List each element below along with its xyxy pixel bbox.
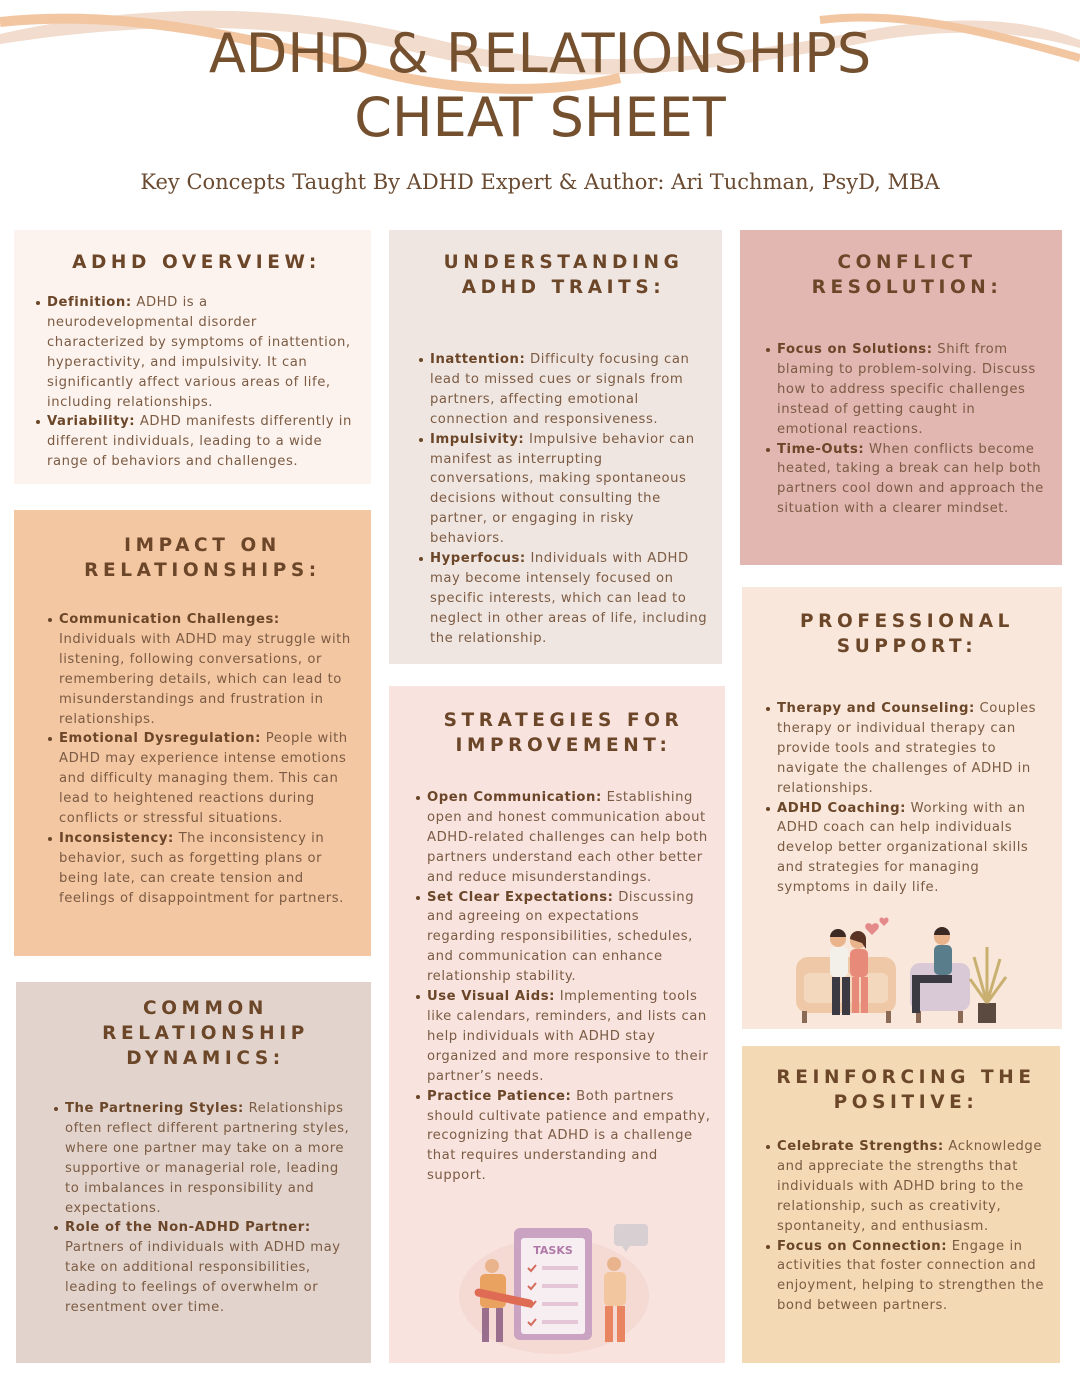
- list-item: [419, 430, 708, 549]
- card-title: ADHD OVERVIEW:: [72, 252, 321, 273]
- list-item: [766, 1137, 1046, 1237]
- list-item: [54, 1099, 357, 1218]
- list-item: [36, 412, 357, 472]
- couples-therapy-illustration: [792, 917, 1012, 1025]
- item-term: Therapy and Counseling:: [777, 701, 975, 716]
- item-text: Working with an ADHD coach can help individuals develop better organizational skills and strategies for managing symptoms in daily life.: [777, 800, 1029, 896]
- card-title-line-2: RESOLUTION:: [811, 277, 1003, 298]
- item-text: Partners of individuals with ADHD may take on additional responsibilities, leading to feelings of overwhelm or resentment over time.: [65, 1240, 341, 1316]
- card-strategies-for-improvement: [389, 686, 725, 1363]
- list-item: [419, 350, 708, 430]
- card-title-line-2: POSITIVE:: [833, 1092, 979, 1113]
- item-term: Focus on Solutions:: [777, 342, 933, 357]
- item-text: Implementing tools like calendars, reminders, and lists can help individuals with ADHD stay organized and more responsive to their partner’s needs.: [427, 989, 709, 1084]
- card-title-line-3: DYNAMICS:: [126, 1048, 285, 1069]
- item-text: The inconsistency in behavior, such as forgetting plans or being late, can create tension and feelings of disappointment for partners.: [59, 830, 344, 906]
- card-understanding-adhd-traits: [389, 230, 722, 664]
- item-term: Celebrate Strengths:: [777, 1139, 944, 1154]
- item-text: Relationships often reflect different partnering styles, where one partner may take on a more supportive or managerial role, leading to imbalances in responsibility and expectations.: [65, 1101, 350, 1216]
- item-term: Inconsistency:: [59, 830, 174, 846]
- card-title-line-2: RELATIONSHIPS:: [84, 560, 321, 581]
- item-text: Discussing and agreeing on expectations regarding responsibilities, schedules, and communication can enhance relationship stability.: [427, 889, 695, 985]
- card-title-line-1: STRATEGIES FOR: [443, 710, 684, 731]
- card-title-line-1: PROFESSIONAL: [799, 611, 1015, 632]
- card-reinforcing-the-positive: [742, 1046, 1060, 1363]
- bullet-list: [419, 350, 708, 649]
- item-term: Impulsivity:: [430, 431, 525, 447]
- item-term: The Partnering Styles:: [65, 1101, 244, 1116]
- item-text: Both partners should cultivate patience and empathy, recognizing that ADHD is a challenge that requires understanding and support.: [427, 1088, 711, 1184]
- item-text: Engage in activities that foster connection and enjoyment, helping to strengthen the bond between partners.: [777, 1238, 1045, 1314]
- list-item: [766, 440, 1048, 520]
- item-text: Shift from blaming to problem-solving. Discuss how to address specific challenges instead of getting caught in emotional reactions.: [777, 342, 1036, 437]
- card-title-line-2: SUPPORT:: [836, 636, 978, 657]
- card-conflict-resolution: [740, 230, 1062, 565]
- card-title-line-1: REINFORCING THE: [776, 1067, 1036, 1088]
- item-text: People with ADHD may experience intense emotions and difficulty managing them. This can lead to heightened reactions during conflicts or stressful situations.: [59, 731, 348, 827]
- list-item: [766, 1237, 1046, 1317]
- list-item: [416, 1087, 711, 1187]
- list-item: [48, 729, 357, 829]
- list-item: [766, 340, 1048, 440]
- bullet-list: [48, 610, 357, 909]
- item-text: Individuals with ADHD may struggle with listening, following conversations, or remembering details, which can lead to misunderstandings and frustration in relationships.: [59, 631, 351, 727]
- item-text: ADHD manifests differently in different individuals, leading to a wide range of behaviors and challenges.: [47, 414, 352, 470]
- card-title-line-1: UNDERSTANDING: [443, 252, 684, 273]
- tasks-checklist-illustration: [444, 1216, 664, 1356]
- item-text: ADHD is a neurodevelopmental disorder characterized by symptoms of inattention, hyperactivity, and impulsivity. It can significantly affect various areas of life, including relationships.: [47, 295, 351, 410]
- card-title-line-2: IMPROVEMENT:: [455, 735, 672, 756]
- bullet-list: [416, 788, 711, 1186]
- card-title-line-2: ADHD TRAITS:: [461, 277, 666, 298]
- item-term: Variability:: [47, 414, 136, 430]
- item-text: Difficulty focusing can lead to missed cues or signals from partners, affecting emotional connection and responsiveness.: [430, 352, 690, 427]
- card-professional-support: [742, 587, 1062, 1029]
- card-title-line-1: CONFLICT: [837, 252, 977, 273]
- list-item: [48, 610, 357, 729]
- item-text: Individuals with ADHD may become intensely focused on specific interests, which can lead to neglect in other areas of life, including the relationship.: [430, 551, 708, 646]
- item-text: Acknowledge and appreciate the strengths that individuals with ADHD bring to the relationship, such as creativity, spontaneity, and enthusiasm.: [777, 1139, 1042, 1234]
- list-item: [416, 888, 711, 988]
- card-title-line-2: RELATIONSHIP: [102, 1023, 309, 1044]
- item-term: Emotional Dysregulation:: [59, 731, 261, 747]
- list-item: [48, 829, 357, 909]
- card-adhd-overview: [14, 230, 371, 484]
- bullet-list: [54, 1099, 357, 1318]
- bullet-list: [766, 340, 1048, 519]
- list-item: [766, 799, 1048, 899]
- page-subtitle: Key Concepts Taught By ADHD Expert & Author: Ari Tuchman, PsyD, MBA: [140, 170, 940, 194]
- list-item: [766, 699, 1048, 799]
- bullet-list: [766, 699, 1048, 898]
- card-impact-on-relationships: [14, 510, 371, 956]
- item-text: Establishing open and honest communication about ADHD-related challenges can help both partners understand each other better and reduce misunderstandings.: [427, 790, 708, 885]
- item-text: Couples therapy or individual therapy can provide tools and strategies to navigate the challenges of ADHD in relationships.: [777, 701, 1037, 796]
- item-term: Set Clear Expectations:: [427, 889, 614, 905]
- item-term: Open Communication:: [427, 790, 602, 805]
- card-title-line-1: COMMON: [143, 998, 268, 1019]
- item-term: Definition:: [47, 295, 132, 310]
- item-term: Focus on Connection:: [777, 1238, 948, 1254]
- card-common-relationship-dynamics: [16, 982, 371, 1363]
- item-term: Inattention:: [430, 352, 526, 367]
- item-term: Role of the Non-ADHD Partner:: [65, 1220, 311, 1236]
- item-text: Impulsive behavior can manifest as interrupting conversations, making spontaneous decisions without consulting the partner, or engaging in risky behaviors.: [430, 431, 695, 547]
- tasks-label: TASKS: [533, 1244, 573, 1257]
- item-text: When conflicts become heated, taking a break can help both partners cool down and approach the situation with a clearer mindset.: [777, 441, 1044, 517]
- page-title-line-1: ADHD & RELATIONSHIPS: [208, 22, 872, 85]
- list-item: [54, 1218, 357, 1318]
- list-item: [416, 788, 711, 888]
- bullet-list: [766, 1137, 1046, 1316]
- list-item: [419, 549, 708, 649]
- page-title-line-2: CHEAT SHEET: [354, 86, 726, 149]
- item-term: Hyperfocus:: [430, 551, 526, 567]
- item-term: ADHD Coaching:: [777, 800, 906, 816]
- card-title-line-1: IMPACT ON: [124, 535, 281, 556]
- item-term: Time-Outs:: [777, 441, 865, 457]
- list-item: [36, 293, 357, 412]
- bullet-list: [36, 293, 357, 472]
- list-item: [416, 987, 711, 1087]
- item-term: Use Visual Aids:: [427, 989, 555, 1005]
- item-term: Communication Challenges:: [59, 612, 280, 627]
- item-term: Practice Patience:: [427, 1088, 572, 1104]
